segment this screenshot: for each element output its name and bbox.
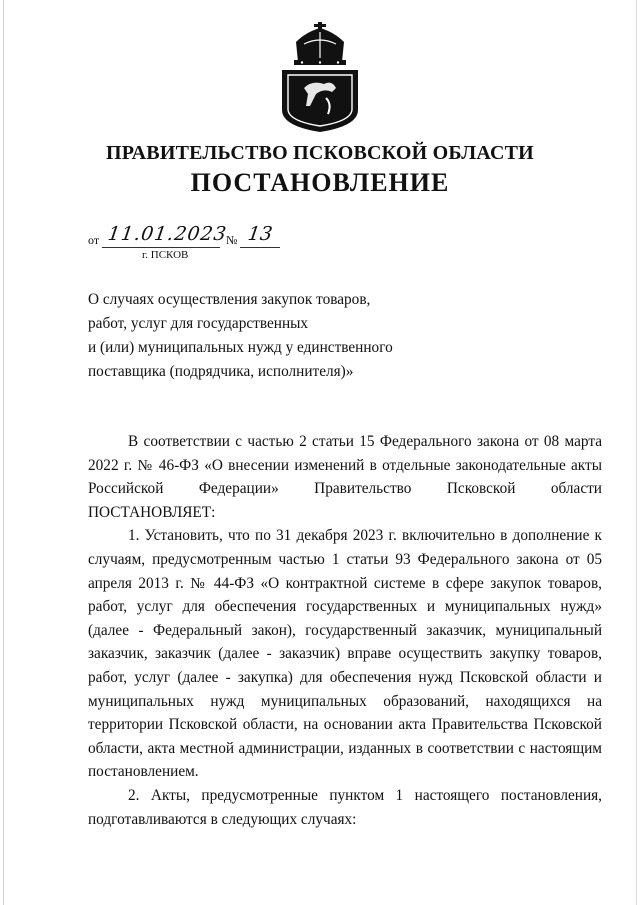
document-date: 11.01.2023 <box>106 223 229 245</box>
government-title: ПРАВИТЕЛЬСТВО ПСКОВСКОЙ ОБЛАСТИ <box>106 142 534 164</box>
subject-line: О случаях осуществления закупок товаров, <box>88 291 371 308</box>
coat-of-arms-icon <box>276 22 364 134</box>
document-body <box>88 430 602 831</box>
document-number: 13 <box>246 223 274 245</box>
scan-edge-right <box>636 0 637 905</box>
subject-line: и (или) муниципальных нужд у единственного <box>88 339 393 356</box>
body-paragraph: 1. Установить, что по 31 декабря 2023 г. включительно в дополнение к случаям, предусмотренным частью 1 статьи 93 Федерального закона от 05 апреля 2013 г. № 44-ФЗ «О контрактной системе в сфере закупок товаров, работ, услуг для обеспечения государственных и муниципальных нужд» (далее - Федеральный закон), государственный заказчик, муниципальный заказчик, заказчик (далее - заказчик) вправе осуществить закупку товаров, работ, услуг (далее - закупка) для обеспечения нужд Псковской области и муниципальных нужд муниципальных образований, находящихся на территории Псковской области, на основании акта Правительства Псковской области, акта местной администрации, изданных в соответствии с настоящим постановлением. <box>88 527 602 781</box>
date-label: от <box>88 233 100 247</box>
subject-line: поставщика (подрядчика, исполнителя)» <box>88 363 354 380</box>
document-subject <box>88 288 420 384</box>
document-meta <box>88 225 278 265</box>
body-paragraph: 2. Акты, предусмотренные пунктом 1 настоящего постановления, подготавливаются в следующих случаях: <box>88 786 602 828</box>
document-type: ПОСТАНОВЛЕНИЕ <box>190 168 450 197</box>
subject-line: работ, услуг для государственных <box>88 315 309 332</box>
date-underline <box>102 247 220 248</box>
number-underline <box>240 247 280 248</box>
number-label: № <box>226 233 238 247</box>
document-city: г. ПСКОВ <box>142 249 189 261</box>
body-paragraph: В соответствии с частью 2 статьи 15 Федерального закона от 08 марта 2022 г. № 46-ФЗ «О внесении изменений в отдельные законодательные акты Российской Федерации» Правительство Псковской области ПОСТАНОВЛЯЕТ: <box>88 433 602 521</box>
scan-edge-left <box>3 0 4 905</box>
